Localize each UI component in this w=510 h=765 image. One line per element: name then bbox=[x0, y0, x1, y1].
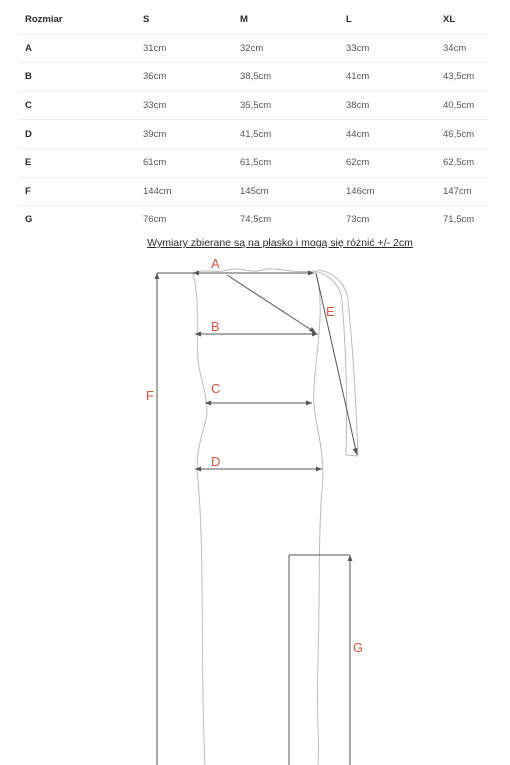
cell-value: 34cm bbox=[436, 34, 488, 63]
row-label: F bbox=[18, 177, 136, 206]
label-b: B bbox=[211, 319, 220, 334]
arrow-head-icon bbox=[306, 401, 312, 406]
cell-value: 44cm bbox=[339, 120, 436, 149]
cell-value: 147cm bbox=[436, 177, 488, 206]
cell-value: 62cm bbox=[339, 148, 436, 177]
header-size-m: M bbox=[240, 14, 248, 26]
dress-right-edge bbox=[314, 271, 323, 765]
cell-value: 74,5cm bbox=[233, 206, 339, 234]
cell-value: 41cm bbox=[339, 63, 436, 92]
label-c: C bbox=[211, 381, 221, 396]
arrow-head-icon bbox=[195, 467, 201, 472]
dress-outline bbox=[193, 269, 358, 765]
row-label: A bbox=[18, 34, 136, 63]
cell-value: 76cm bbox=[136, 206, 233, 234]
header-rozmiar: Rozmiar bbox=[25, 14, 63, 26]
cell-value: 146cm bbox=[339, 177, 436, 206]
cell-value: 43,5cm bbox=[436, 63, 488, 92]
cell-value: 61,5cm bbox=[233, 148, 339, 177]
label-f: F bbox=[146, 388, 154, 403]
label-g: G bbox=[353, 640, 364, 655]
cell-value: 71,5cm bbox=[436, 206, 488, 234]
measure-line-diagonal bbox=[227, 275, 316, 333]
measure-line-e bbox=[316, 273, 357, 455]
row-label: C bbox=[18, 91, 136, 120]
label-d: D bbox=[211, 454, 221, 469]
header-size-l: L bbox=[346, 14, 352, 26]
arrow-head-icon bbox=[316, 467, 322, 472]
cell-value: 31cm bbox=[136, 34, 233, 63]
cell-value: 33cm bbox=[339, 34, 436, 63]
header-size-s: S bbox=[143, 14, 150, 26]
row-label: B bbox=[18, 63, 136, 92]
header-size-xl: XL bbox=[443, 14, 456, 26]
cell-value: 36cm bbox=[136, 63, 233, 92]
measurement-lines bbox=[157, 273, 357, 765]
cell-value: 38,5cm bbox=[233, 63, 339, 92]
cell-value: 39cm bbox=[136, 120, 233, 149]
cell-value: 62,5cm bbox=[436, 148, 488, 177]
cell-value: 144cm bbox=[136, 177, 233, 206]
cell-value: 32cm bbox=[233, 34, 339, 63]
arrow-head-icon bbox=[195, 332, 201, 337]
cell-value: 61cm bbox=[136, 148, 233, 177]
cell-value: 40,5cm bbox=[436, 91, 488, 120]
label-e: E bbox=[326, 304, 335, 319]
cell-value: 33cm bbox=[136, 91, 233, 120]
row-label: G bbox=[18, 206, 136, 234]
row-label: D bbox=[18, 120, 136, 149]
arrow-head-icon bbox=[348, 555, 353, 561]
arrow-head-icon bbox=[353, 448, 358, 455]
cell-value: 73cm bbox=[339, 206, 436, 234]
cell-value: 41,5cm bbox=[233, 120, 339, 149]
cell-value: 38cm bbox=[339, 91, 436, 120]
dress-left-edge bbox=[193, 273, 207, 765]
measurement-note: Wymiary zbierane są na płasko i mogą się różnić +/- 2cm bbox=[147, 237, 413, 249]
arrow-head-icon bbox=[155, 273, 160, 279]
cell-value: 145cm bbox=[233, 177, 339, 206]
row-label: E bbox=[18, 148, 136, 177]
label-a: A bbox=[211, 256, 220, 271]
cell-value: 46,5cm bbox=[436, 120, 488, 149]
cell-value: 35,5cm bbox=[233, 91, 339, 120]
